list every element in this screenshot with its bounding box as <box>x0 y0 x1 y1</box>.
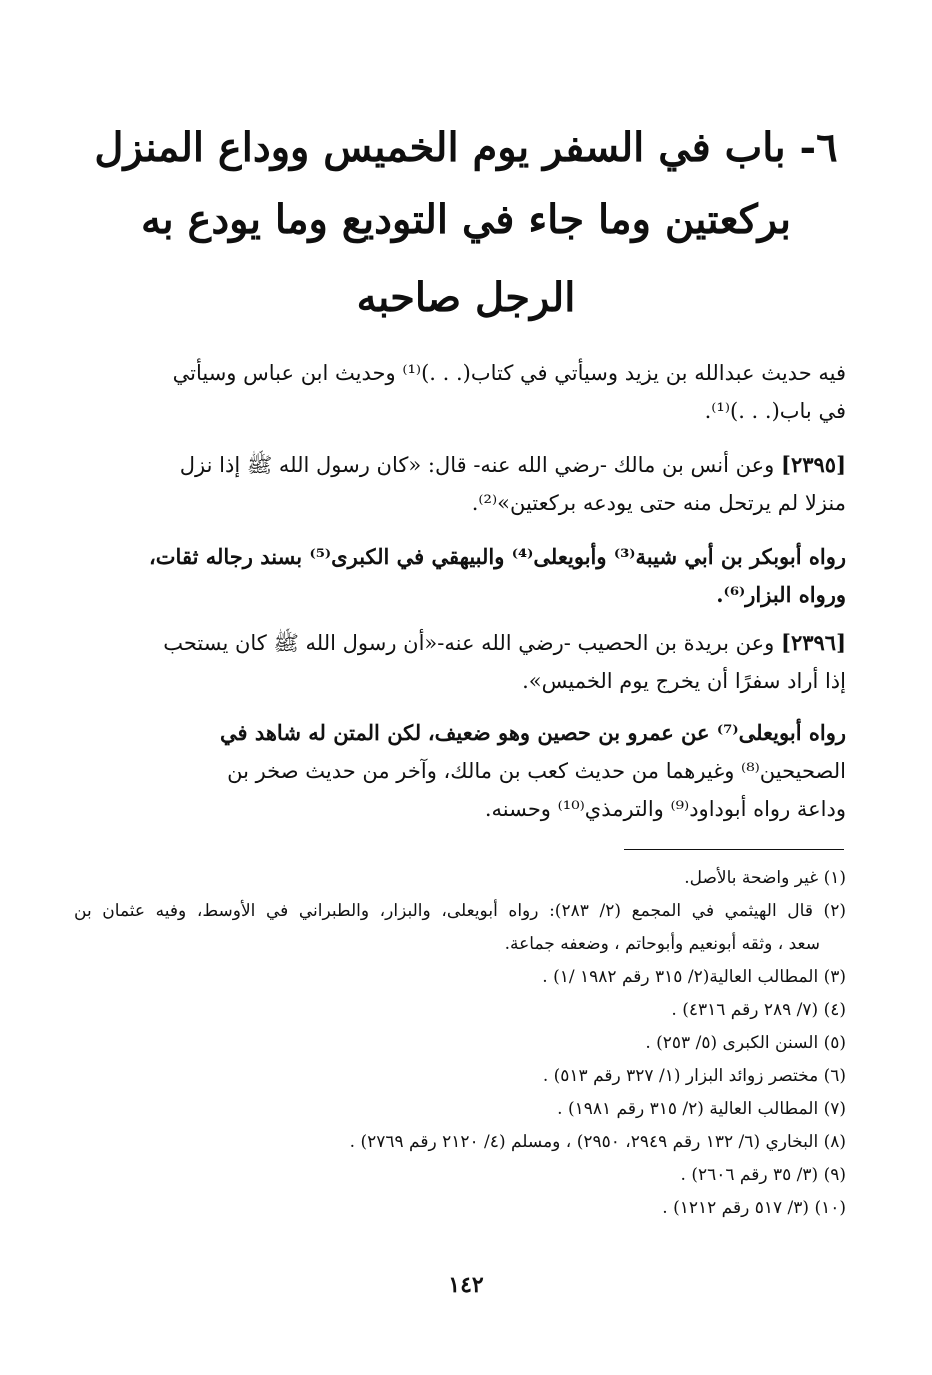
hadith-2395 <box>74 446 846 522</box>
hadith-number: [٢٣٩٥] <box>781 452 846 477</box>
footnote-2: (٢) قال الهيثمي في المجمع (٢/ ٢٨٣): رواه أبويعلى، والبزار، والطبراني في الأوسط، وفيه عثمان بن <box>74 901 846 921</box>
hadith-number: [٢٣٩٦] <box>781 630 846 655</box>
footnote-10: (١٠) (٣/ ٥١٧ رقم ١٢١٢) . <box>662 1198 846 1218</box>
takhrij-bold-text: رواه أبويعلى⁽⁷⁾ عن عمرو بن حصين وهو ضعيف، <box>427 720 846 745</box>
takhrij-line-1 <box>74 714 846 752</box>
hadith-2395-line-2: منزلا لم يرتحل منه حتى يودعه بركعتين»⁽²⁾. <box>471 491 846 515</box>
footnote-5: (٥) السنن الكبرى (٥/ ٢٥٣) . <box>645 1033 846 1053</box>
hadith-text: وعن بريدة بن الحصيب -رضي الله عنه-«أن رسول الله ﷺ كان يستحب <box>163 631 775 655</box>
intro-line-2: في باب(. . .)⁽¹⁾. <box>704 399 846 423</box>
hadith-2395-takhrij <box>74 538 846 614</box>
hadith-2396 <box>74 624 846 700</box>
chapter-title-line-3: الرجل صاحبه <box>356 274 576 321</box>
takhrij-line-1: رواه أبوبكر بن أبي شيبة⁽³⁾ وأبويعلى⁽⁴⁾ والبيهقي في الكبرى⁽⁵⁾ بسند رجاله ثقات، <box>149 544 846 569</box>
hadith-2396-line-2: إذا أراد سفرًا أن يخرج يوم الخميس». <box>522 669 846 693</box>
footnote-4: (٤) (٧/ ٢٨٩ رقم ٤٣١٦) . <box>671 1000 846 1020</box>
hadith-2395-line-1 <box>74 446 846 484</box>
takhrij-line-3: وداعة رواه أبوداود⁽⁹⁾ والترمذي⁽¹⁰⁾ وحسنه. <box>484 797 846 821</box>
footnote-3: (٣) المطالب العالية(٢/ ٣١٥ رقم ١٩٨٢ /١) . <box>542 967 846 987</box>
footnote-separator <box>624 849 844 850</box>
takhrij-text: لكن المتن له شاهد في <box>219 720 422 745</box>
footnote-9: (٩) (٣/ ٣٥ رقم ٢٦٠٦) . <box>680 1165 846 1185</box>
footnotes-list <box>74 862 846 1225</box>
chapter-title-line-1: ٦- باب في السفر يوم الخميس ووداع المنزل <box>94 124 838 171</box>
hadith-text: وعن أنس بن مالك -رضي الله عنه- قال: «كان رسول الله ﷺ إذا نزل <box>179 453 775 477</box>
takhrij-line-2: ورواه البزار⁽⁶⁾. <box>716 582 846 607</box>
hadith-2396-line-1 <box>74 624 846 662</box>
footnote-8: (٨) البخاري (٦/ ١٣٢ رقم ٢٩٤٩، ٢٩٥٠) ، ومسلم (٤/ ٢١٢٠ رقم ٢٧٦٩) . <box>349 1132 846 1152</box>
footnote-2-continued: سعد ، وثقه أبونعيم وأبوحاتم ، وضعفه جماعة. <box>504 934 820 954</box>
page-number: ١٤٢ <box>448 1272 484 1298</box>
footnote-6: (٦) مختصر زوائد البزار (١/ ٣٢٧ رقم ٥١٣) . <box>542 1066 846 1086</box>
chapter-title-line-2: بركعتين وما جاء في التوديع وما يودع به <box>141 196 791 243</box>
hadith-2396-takhrij <box>74 714 846 828</box>
takhrij-line-2: الصحيحين⁽⁸⁾ وغيرهما من حديث كعب بن مالك، وآخر من حديث صخر بن <box>227 759 846 783</box>
footnote-1: (١) غير واضحة بالأصل. <box>684 868 846 888</box>
intro-line-1: فيه حديث عبدالله بن يزيد وسيأتي في كتاب(. . .)⁽¹⁾ وحديث ابن عباس وسيأتي <box>172 361 846 385</box>
footnote-7: (٧) المطالب العالية (٢/ ٣١٥ رقم ١٩٨١) . <box>557 1099 846 1119</box>
intro-paragraph <box>74 354 846 430</box>
